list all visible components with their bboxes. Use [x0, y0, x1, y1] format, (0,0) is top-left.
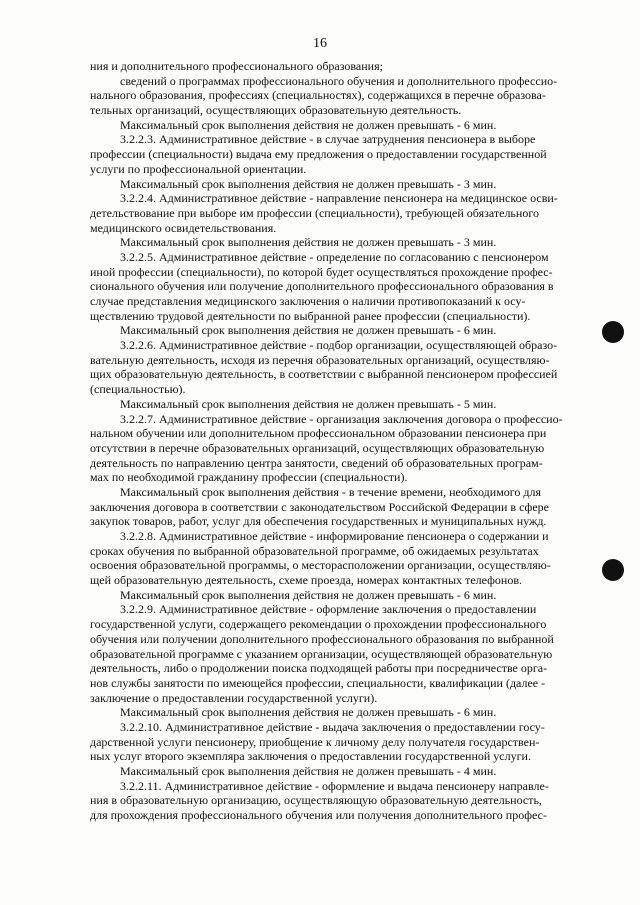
text-line: иной профессии (специальности), по которой будет осуществляться прохождение профес- — [90, 264, 553, 279]
text-line: заключения договора в соответствии с законодательством Российской Федерации в сфере — [90, 499, 549, 514]
text-line: Максимальный срок выполнения действия не должен превышать - 5 мин. — [120, 396, 497, 411]
text-line: нов службы занятости по имеющейся профессии, специальности, квалификации (далее - — [90, 675, 546, 690]
text-line: закупок товаров, работ, услуг для обеспечения государственных и муниципальных нужд. — [90, 514, 547, 529]
text-line: заключение о предоставлении государственной услуги). — [90, 690, 378, 705]
text-line: сведений о программах профессионального обучения и дополнительного профессио- — [120, 73, 558, 88]
text-line: Максимальный срок выполнения действия не должен превышать - 6 мин. — [120, 705, 497, 720]
text-line: 3.2.2.5. Административное действие - определение по согласованию с пенсионером — [120, 249, 549, 264]
text-line: щей образовательную деятельность, схеме проезда, номерах контактных телефонов. — [90, 573, 522, 588]
text-line: 3.2.2.8. Административное действие - информирование пенсионера о содержании и — [120, 529, 549, 543]
text-line: 3.2.2.4. Административное действие - направление пенсионера на медицинское осви- — [120, 191, 558, 206]
text-line: профессии (специальности) выдача ему предложения о предоставлении государственной — [90, 147, 547, 162]
text-line: Максимальный срок выполнения действия - в течение времени, необходимого для — [120, 484, 542, 499]
text-line: медицинского освидетельствования. — [90, 220, 277, 235]
text-line: случае представления медицинского заключения о наличии противопоказаний к осу- — [90, 294, 526, 308]
text-line: обучения или получении дополнительного профессионального образования по выбранной — [90, 631, 554, 646]
text-line: Максимальный срок выполнения действия не должен превышать - 6 мин. — [120, 117, 497, 132]
text-line: образовательной программе с указанием организации, осуществляющей образовательную — [90, 646, 553, 661]
document-body — [90, 59, 600, 823]
punch-hole-icon — [602, 559, 624, 581]
text-line: отсутствии в перечне образовательных организаций, осуществляющих образовательную — [90, 440, 545, 455]
text-line: Максимальный срок выполнения действия не должен превышать - 3 мин. — [120, 176, 497, 191]
text-line: 3.2.2.9. Административное действие - оформление заключения о предоставлении — [120, 602, 537, 617]
text-line: освоения образовательной программы, о месторасположении организации, осуществляю- — [90, 558, 551, 573]
text-line: 3.2.2.7. Административное действие - организация заключения договора о профессио- — [120, 411, 563, 426]
text-line: услуги по профессиональной ориентации. — [90, 161, 307, 176]
text-line: 3.2.2.11. Административное действие - оформление и выдача пенсионеру направле- — [120, 778, 549, 793]
text-line: щих образовательную деятельность, в соответствии с выбранной пенсионером профессией — [90, 367, 558, 382]
text-line: детельствование при выборе им профессии (специальности), требующей обязательного — [90, 205, 539, 220]
text-line: вательную деятельность, исходя из перечня образовательных организаций, осуществляю- — [90, 352, 550, 367]
text-line: ния и дополнительного профессионального образования; — [90, 59, 383, 73]
punch-hole-icon — [602, 321, 624, 343]
text-line: 3.2.2.3. Административное действие - в случае затруднения пенсионера в выборе — [120, 132, 536, 147]
text-line: деятельность по направлению центра занятости, сведений об образовательных програм- — [90, 455, 543, 470]
text-line: Максимальный срок выполнения действия не должен превышать - 6 мин. — [120, 587, 497, 602]
text-line: тельных организаций, осуществляющих образовательную деятельность. — [90, 103, 462, 118]
text-line: (специальностью). — [90, 382, 186, 397]
text-line: Максимальный срок выполнения действия не должен превышать - 4 мин. — [120, 764, 497, 778]
text-line: нальном обучении или дополнительном профессиональном образовании пенсионера при — [90, 426, 547, 441]
text-line: мах по необходимой гражданину профессии (специальности). — [90, 470, 408, 485]
text-line: деятельность, либо о продолжении поиска подходящей работы при посредничестве орга- — [90, 661, 548, 676]
text-line: для прохождения профессионального обучения или получения дополнительного профес- — [90, 808, 547, 823]
text-line: 3.2.2.10. Административное действие - выдача заключения о предоставлении госу- — [120, 719, 545, 734]
text-line: нального образования, профессиях (специальностях), содержащихся в перечне образова- — [90, 88, 546, 103]
text-line: ния в образовательную организацию, осуществляющую образовательную деятельность, — [90, 793, 542, 808]
text-line: дарственной услуги пенсионеру, приобщение к личному делу получателя государствен- — [90, 734, 540, 749]
text-line: государственной услуги, содержащего рекомендации о прохождении профессионального — [90, 617, 547, 632]
text-line: Максимальный срок выполнения действия не должен превышать - 3 мин. — [120, 235, 497, 250]
page-number: 16 — [313, 36, 327, 51]
text-line: сроках обучения по выбранной образовательной программе, об ожидаемых результатах — [90, 543, 539, 558]
text-line: ществлению трудовой деятельности по выбранной ранее профессии (специальности). — [90, 308, 531, 323]
text-line: ных услуг второго экземпляра заключения о предоставлении государственной услуги. — [90, 749, 531, 764]
text-line: 3.2.2.6. Административное действие - подбор организации, осуществляющей образо- — [120, 338, 558, 353]
text-line: Максимальный срок выполнения действия не должен превышать - 6 мин. — [120, 323, 497, 338]
text-line: сионального обучения или получение дополнительного профессионального образования в — [90, 279, 554, 294]
